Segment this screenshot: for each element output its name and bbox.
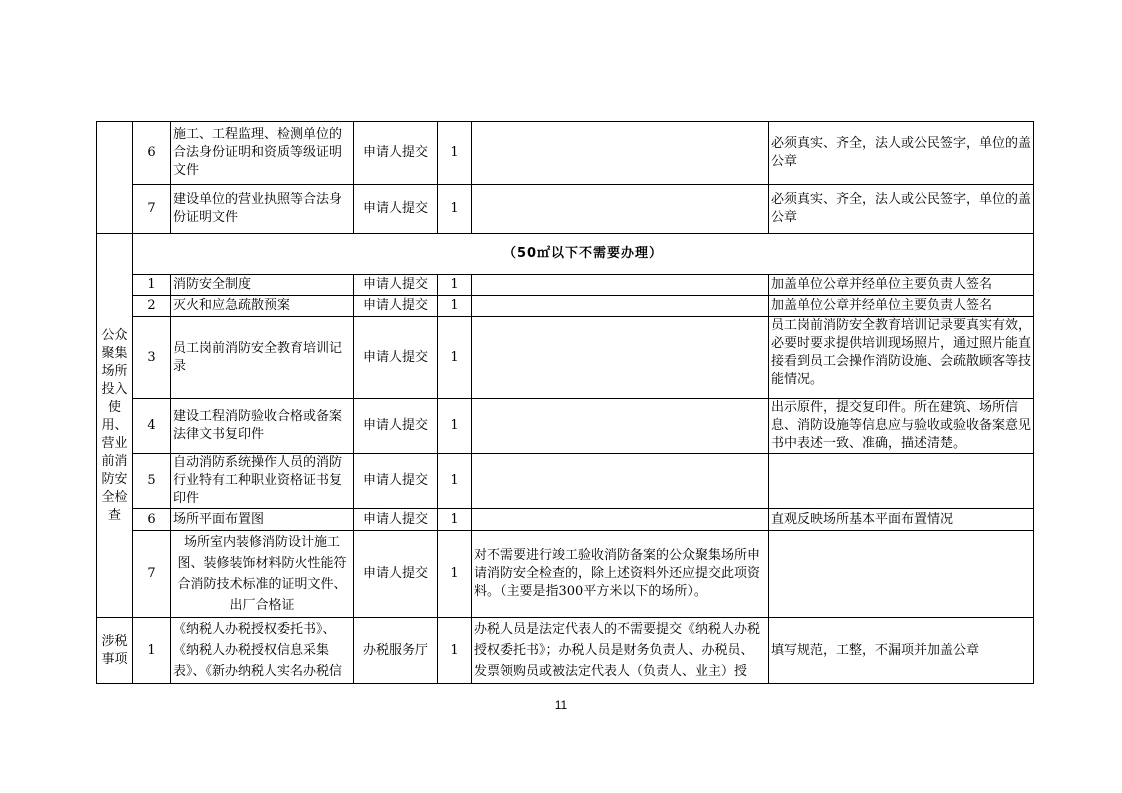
- table-row: [97, 399, 1034, 454]
- material-cell: 场所室内装修消防设计施工图、装修装饰材料防火性能符合消防技术标准的证明文件、出厂合格证: [171, 531, 354, 618]
- method-cell: 申请人提交: [354, 509, 438, 531]
- row-number: 7: [133, 531, 171, 618]
- row-number: 5: [133, 454, 171, 509]
- section-header-row: [97, 234, 1034, 275]
- requirement-cell: [769, 454, 1034, 509]
- copies-cell: 1: [438, 531, 472, 618]
- table-row: [97, 531, 1034, 618]
- note-cell: [472, 317, 769, 399]
- copies-cell: 1: [438, 618, 472, 684]
- materials-table: [96, 121, 1034, 684]
- row-number: 7: [133, 185, 171, 234]
- method-cell: 申请人提交: [354, 531, 438, 618]
- method-cell: 申请人提交: [354, 185, 438, 234]
- note-cell: [472, 185, 769, 234]
- requirement-cell: 出示原件，提交复印件。所在建筑、场所信息、消防设施等信息应与验收或验收备案意见书中表述一致、准确，描述清楚。: [769, 399, 1034, 454]
- material-cell: 消防安全制度: [171, 275, 354, 296]
- requirement-cell: 员工岗前消防安全教育培训记录要真实有效，必要时要求提供培训现场照片，通过照片能直接看到员工会操作消防设施、会疏散顾客等技能情况。: [769, 317, 1034, 399]
- category-cell: 公众聚集场所投入使用、营业前消防安全检查: [97, 234, 133, 618]
- row-number: 6: [133, 122, 171, 185]
- page-number: 11: [554, 698, 568, 712]
- table-row: [97, 296, 1034, 317]
- material-cell: 场所平面布置图: [171, 509, 354, 531]
- method-cell: 申请人提交: [354, 399, 438, 454]
- material-cell: 建设工程消防验收合格或备案法律文书复印件: [171, 399, 354, 454]
- row-number: 2: [133, 296, 171, 317]
- section-header: （50㎡以下不需要办理）: [133, 234, 1034, 275]
- material-cell: 员工岗前消防安全教育培训记录: [171, 317, 354, 399]
- table-row: [97, 122, 1034, 185]
- category-cell: [97, 122, 133, 234]
- table-row: [97, 275, 1034, 296]
- requirement-cell: 加盖单位公章并经单位主要负责人签名: [769, 296, 1034, 317]
- category-cell: 涉税事项: [97, 618, 133, 684]
- note-cell: [472, 122, 769, 185]
- method-cell: 办税服务厅: [354, 618, 438, 684]
- requirement-cell: 必须真实、齐全，法人或公民签字，单位的盖公章: [769, 185, 1034, 234]
- material-cell: 《纳税人办税授权委托书》、《纳税人办税授权信息采集表》、《新办纳税人实名办税信: [171, 618, 354, 684]
- method-cell: 申请人提交: [354, 317, 438, 399]
- table-row: [97, 618, 1034, 684]
- note-cell: 办税人员是法定代表人的不需要提交《纳税人办税授权委托书》；办税人员是财务负责人、办税员、发票领购员或被法定代表人（负责人、业主）授: [472, 618, 769, 684]
- row-number: 1: [133, 618, 171, 684]
- method-cell: 申请人提交: [354, 122, 438, 185]
- copies-cell: 1: [438, 296, 472, 317]
- row-number: 3: [133, 317, 171, 399]
- copies-cell: 1: [438, 317, 472, 399]
- note-cell: [472, 296, 769, 317]
- row-number: 6: [133, 509, 171, 531]
- method-cell: 申请人提交: [354, 275, 438, 296]
- table-row: [97, 185, 1034, 234]
- row-number: 4: [133, 399, 171, 454]
- copies-cell: 1: [438, 399, 472, 454]
- copies-cell: 1: [438, 275, 472, 296]
- material-cell: 建设单位的营业执照等合法身份证明文件: [171, 185, 354, 234]
- copies-cell: 1: [438, 509, 472, 531]
- table-row: [97, 509, 1034, 531]
- note-cell: [472, 275, 769, 296]
- note-cell: 对不需要进行竣工验收消防备案的公众聚集场所申请消防安全检查的，除上述资料外还应提交此项资料。（主要是指300平方米以下的场所）。: [472, 531, 769, 618]
- method-cell: 申请人提交: [354, 296, 438, 317]
- method-cell: 申请人提交: [354, 454, 438, 509]
- requirement-cell: 填写规范，工整，不漏项并加盖公章: [769, 618, 1034, 684]
- copies-cell: 1: [438, 122, 472, 185]
- note-cell: [472, 399, 769, 454]
- table-row: [97, 454, 1034, 509]
- requirement-cell: 加盖单位公章并经单位主要负责人签名: [769, 275, 1034, 296]
- note-cell: [472, 509, 769, 531]
- material-cell: 施工、工程监理、检测单位的合法身份证明和资质等级证明文件: [171, 122, 354, 185]
- table-row: [97, 317, 1034, 399]
- material-cell: 灭火和应急疏散预案: [171, 296, 354, 317]
- requirement-cell: 必须真实、齐全，法人或公民签字，单位的盖公章: [769, 122, 1034, 185]
- copies-cell: 1: [438, 454, 472, 509]
- requirement-cell: [769, 531, 1034, 618]
- material-cell: 自动消防系统操作人员的消防行业特有工种职业资格证书复印件: [171, 454, 354, 509]
- note-cell: [472, 454, 769, 509]
- row-number: 1: [133, 275, 171, 296]
- copies-cell: 1: [438, 185, 472, 234]
- requirement-cell: 直观反映场所基本平面布置情况: [769, 509, 1034, 531]
